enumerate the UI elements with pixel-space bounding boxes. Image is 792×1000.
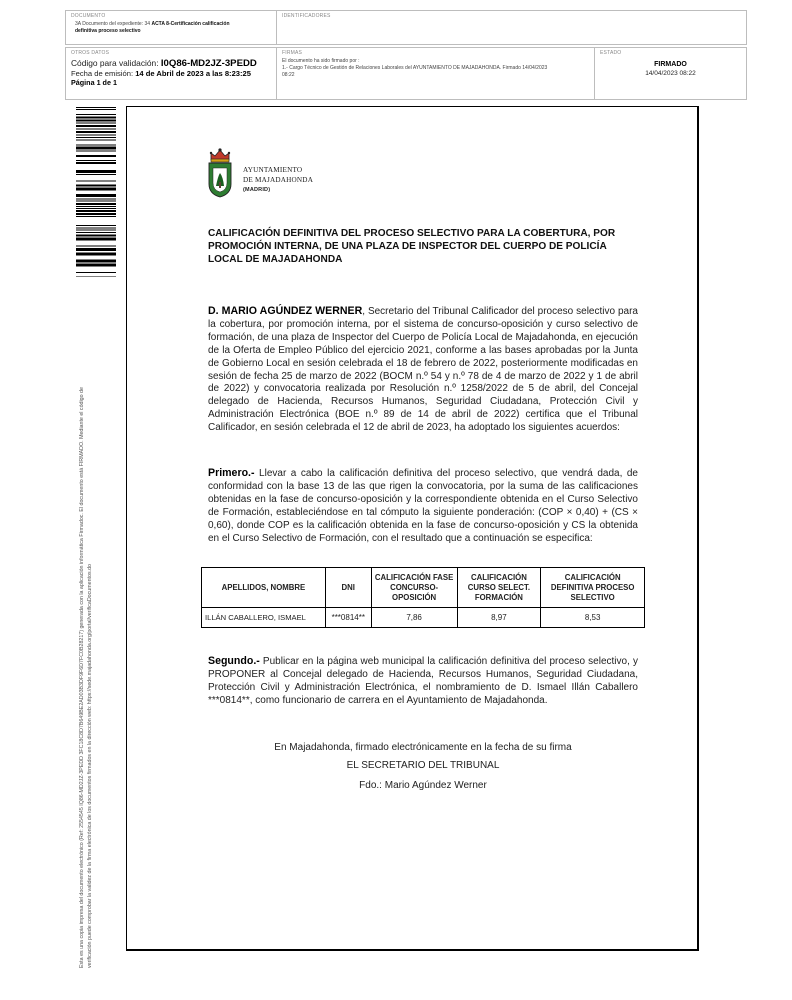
table-header-row	[202, 568, 645, 608]
barcode-bar	[76, 228, 116, 229]
estado-cell	[594, 48, 746, 99]
side-text-line1: Esta es una copia impresa del documento electrónico (Ref: 2554545 IQ86-MD2JZ-3PEDD 3FC18C8D7B649BE2AD03B3DF9F6D7FC0B28217) generada con la aplicación informática Firmadoc. El documento está FIRMADO. Mediante el código de	[79, 387, 85, 968]
barcode-bar	[76, 114, 116, 115]
institution-line3: (MADRID)	[243, 187, 271, 193]
firmas-line1: El documento ha sido firmado por :	[282, 58, 360, 64]
barcode-bar	[76, 260, 116, 263]
barcode-bar	[76, 107, 116, 108]
barcode-bar	[76, 216, 116, 217]
header-row-signatures	[65, 47, 747, 100]
barcode-bar	[76, 137, 116, 138]
documento-cell	[66, 11, 276, 44]
segundo-label: Segundo.-	[208, 655, 260, 667]
barcode-bar	[76, 174, 116, 175]
barcode-bar	[76, 162, 116, 164]
segundo-paragraph: Segundo.- Publicar en la página web municipal la calificación definitiva del proceso selectivo, y PROPONER al Concejal delegado de Hacienda, Recursos Humanos, Seguridad Ciudadana, Protección Civil y Administración Electrónica, el nombramiento de D. Ismael Illán Caballero ***0814**, como funcionario de carrera en el Ayuntamiento de Majadahonda.	[208, 655, 638, 706]
col-header-dni: DNI	[325, 568, 371, 608]
col-header-curso: CALIFICACIÓN CURSO SELECT. FORMACIÓN	[457, 568, 541, 608]
barcode-bar	[76, 213, 116, 215]
barcode-bar	[76, 194, 116, 197]
barcode-bar	[76, 232, 116, 233]
barcode-bar	[76, 147, 116, 150]
barcode-bar	[76, 151, 116, 152]
documento-label: DOCUMENTO	[71, 13, 106, 19]
firmas-line2: 1.- Cargo Técnico de Gestión de Relaciones Laborales del AYUNTAMIENTO DE MAJADAHONDA. Firmado 14/04/2023	[282, 65, 548, 71]
barcode-bar	[76, 248, 116, 251]
institution-line2: DE MAJADAHONDA	[243, 175, 314, 184]
status-badge: FIRMADO	[654, 61, 687, 68]
cell-concurso: 7,86	[371, 608, 457, 628]
barcode-bar	[76, 253, 116, 256]
signature-name: Fdo.: Mario Agúndez Werner	[359, 780, 487, 791]
documento-title: 3A Documento del expediente: 34 ACTA 8-Certificación calificación definitiva proceso selectivo	[75, 21, 230, 34]
status-datetime: 14/04/2023 08:22	[645, 70, 696, 77]
barcode-bar	[76, 238, 116, 241]
intro-paragraph: D. MARIO AGÚNDEZ WERNER, Secretario del Tribunal Calificador del proceso selectivo para la cobertura, por promoción interna, por el sistema de concurso-oposición y curso selectivo de formación, de una plaza de Inspector del Cuerpo de Policía Local de Majadahonda, en ejecución de la Oferta de Empleo Público del ejercicio 2021, conforme a las bases aprobadas por la Junta de Gobierno Local en sesión celebrada el 18 de febrero de 2022, posteriormente modificadas en sesión de fecha 25 de marzo de 2022 (BOCM n.º 54 y n.º 78 de 4 de marzo de 2022 y 1 de abril de 2022) y convocatoria realizada por Resolución n.º 1258/2022 de 5 de abril, del Concejal delegado de Hacienda, Recursos Humanos, Seguridad Ciudadana, Protección Civil y Administración Electrónica (BOE n.º 89 de 14 de abril de 2022) certifica que el Tribunal Calificador, en sesión celebrada el 12 de abril de 2023, ha adoptado los siguientes acuerdos:	[208, 305, 638, 434]
barcode-bar	[76, 131, 116, 133]
cell-name: ILLÁN CABALLERO, ISMAEL	[202, 608, 326, 628]
otros-datos-cell	[66, 48, 276, 99]
barcode-bar	[76, 199, 116, 200]
otros-datos-label: OTROS DATOS	[71, 50, 110, 56]
institution-name	[243, 166, 313, 196]
barcode-bar	[76, 185, 116, 187]
cell-dni: ***0814**	[325, 608, 371, 628]
page-number: Página 1 de 1	[71, 78, 117, 87]
estado-value	[600, 60, 741, 78]
barcode-bar	[76, 160, 116, 161]
barcode-bar	[76, 123, 116, 124]
primero-label: Primero.-	[208, 467, 255, 479]
barcode-bar	[76, 109, 116, 110]
barcode-bar	[76, 201, 116, 202]
barcode-bar	[76, 277, 116, 278]
primero-paragraph: Primero.- Llevar a cabo la calificación definitiva del proceso selectivo, que vendrá dada, de conformidad con la base 13 de las que rigen la convocatoria, por la suma de las calificaciones obtenidas en la fase de concurso-oposición y la correspondiente obtenida en el Curso Selectivo de Formación, estableciéndose en tal cómputo la siguiente ponderación: (COP × 0,40) + (CS × 0,60), donde COP es la calificación obtenida en la fase de concurso-oposición y CS la obtenida en el Curso Selectivo de Formación, con el resultado que a continuación se especifica:	[208, 467, 638, 544]
barcode-bar	[76, 125, 116, 127]
results-table	[201, 567, 645, 628]
document-title: CALIFICACIÓN DEFINITIVA DEL PROCESO SELECTIVO PARA LA COBERTURA, POR PROMOCIÓN INTERNA, DE UNA PLAZA DE INSPECTOR DEL CUERPO DE POLICÍA LOCAL DE MAJADAHONDA	[208, 228, 616, 265]
barcode-bar	[76, 120, 116, 122]
barcode-bar	[76, 225, 116, 226]
validation-code-value[interactable]: I0Q86-MD2JZ-3PEDD	[160, 58, 257, 69]
firmas-label: FIRMAS	[282, 50, 303, 56]
validation-code: Código para validación: I0Q86-MD2JZ-3PEDD	[71, 58, 257, 69]
barcode-bar	[76, 272, 116, 273]
barcode-bar	[76, 230, 116, 231]
barcode-bar	[76, 129, 116, 130]
barcode-bar	[76, 117, 116, 119]
signature-place: En Majadahonda, firmado electrónicamente en la fecha de su firma	[274, 742, 572, 753]
barcode-bar	[76, 210, 116, 212]
table-row	[202, 608, 645, 628]
verification-side-text	[78, 308, 94, 968]
coat-of-arms-icon	[205, 146, 235, 198]
secretary-name: D. MARIO AGÚNDEZ WERNER	[208, 305, 363, 317]
barcode-bar	[76, 203, 116, 205]
identificadores-cell	[276, 11, 746, 44]
col-header-name: APELLIDOS, NOMBRE	[202, 568, 326, 608]
barcode-bar	[76, 208, 116, 209]
side-text-line2: verificación puede comprobar la validez de la firma electrónica de los documentos firmados en la dirección web: https://sede.majadahonda.org/portal/verificaDocumentos.do	[87, 564, 93, 968]
barcode-bar	[76, 135, 116, 136]
signature-role: EL SECRETARIO DEL TRIBUNAL	[346, 760, 500, 771]
barcode-bar	[76, 155, 116, 157]
barcode-bar	[76, 264, 116, 267]
cell-definitiva: 8,53	[541, 608, 645, 628]
col-header-definitiva: CALIFICACIÓN DEFINITIVA PROCESO SELECTIVO	[541, 568, 645, 608]
barcode-bar	[76, 206, 116, 207]
barcode	[76, 107, 116, 277]
barcode-bar	[76, 246, 116, 247]
barcode-bar	[76, 140, 116, 141]
firmas-line3: 08:22	[282, 72, 295, 78]
barcode-bar	[76, 235, 116, 237]
barcode-bar	[76, 170, 116, 173]
firmas-cell	[276, 48, 594, 99]
barcode-bar	[76, 145, 116, 146]
col-header-concurso: CALIFICACIÓN FASE CONCURSO-OPOSICIÓN	[371, 568, 457, 608]
header-row-document	[65, 10, 747, 45]
barcode-bar	[76, 181, 116, 182]
identificadores-label: IDENTIFICADORES	[282, 13, 331, 19]
cell-curso: 8,97	[457, 608, 541, 628]
institution-line1: AYUNTAMIENTO	[243, 166, 303, 174]
estado-label: ESTADO	[600, 50, 622, 56]
issue-date: Fecha de emisión: 14 de Abril de 2023 a las 8:23:25	[71, 69, 251, 78]
barcode-bar	[76, 188, 116, 191]
